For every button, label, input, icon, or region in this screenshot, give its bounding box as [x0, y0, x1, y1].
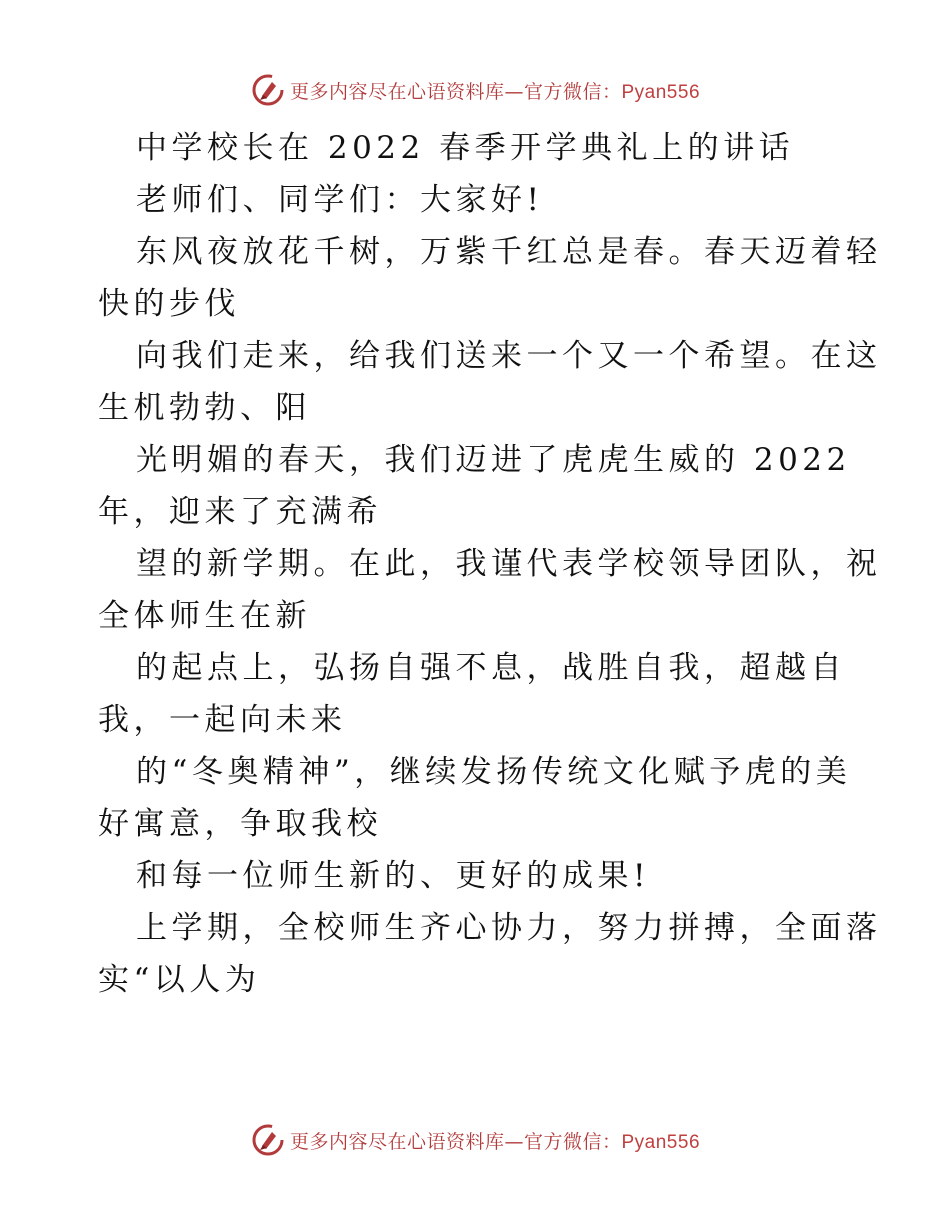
- text-line: 年，迎来了充满希: [98, 494, 382, 530]
- footer-banner: [0, 1120, 950, 1160]
- header-wechat-label: 官方微信：: [523, 80, 622, 103]
- text-line: 上学期，全校师生齐心协力，努力拼搏，全面落: [136, 910, 882, 946]
- text-line: 好寓意，争取我校: [98, 806, 382, 842]
- document-body: [98, 122, 882, 1006]
- pen-nib-logo-icon: [250, 1122, 286, 1158]
- text-line: 和每一位师生新的、更好的成果!: [136, 858, 650, 894]
- text-line: 老师们、同学们：大家好!: [136, 182, 544, 218]
- text-line: 实“以人为: [98, 962, 261, 998]
- text-line: 光明媚的春天，我们迈进了虎虎生威的 2022: [136, 442, 851, 478]
- text-line: 向我们走来，给我们送来一个又一个希望。在这: [136, 338, 882, 374]
- text-line: 生机勃勃、阳: [98, 390, 311, 426]
- footer-site-name: 更多内容尽在心语资料库: [289, 1130, 505, 1153]
- footer-banner-text: [290, 1127, 700, 1154]
- text-line: 快的步伐: [98, 286, 240, 322]
- footer-wechat-label: 官方微信：: [523, 1130, 622, 1153]
- header-wechat-id: Pyan556: [621, 81, 701, 103]
- header-site-name: 更多内容尽在心语资料库: [289, 80, 505, 103]
- text-line: 望的新学期。在此，我谨代表学校领导团队，祝: [136, 546, 882, 582]
- text-line: 的“冬奥精神”，继续发扬传统文化赋予虎的美: [136, 754, 852, 790]
- pen-nib-logo-icon: [250, 72, 286, 108]
- header-separator: —: [504, 80, 524, 103]
- text-line: 我，一起向未来: [98, 702, 347, 738]
- text-line: 的起点上，弘扬自强不息，战胜自我，超越自: [136, 650, 846, 686]
- header-banner-text: [290, 77, 700, 104]
- text-line: 东风夜放花千树，万紫千红总是春。春天迈着轻: [136, 234, 882, 270]
- text-line: 中学校长在 2022 春季开学典礼上的讲话: [136, 130, 795, 166]
- footer-separator: —: [504, 1130, 524, 1153]
- footer-wechat-id: Pyan556: [621, 1131, 701, 1153]
- header-banner: [0, 70, 950, 110]
- text-line: 全体师生在新: [98, 598, 311, 634]
